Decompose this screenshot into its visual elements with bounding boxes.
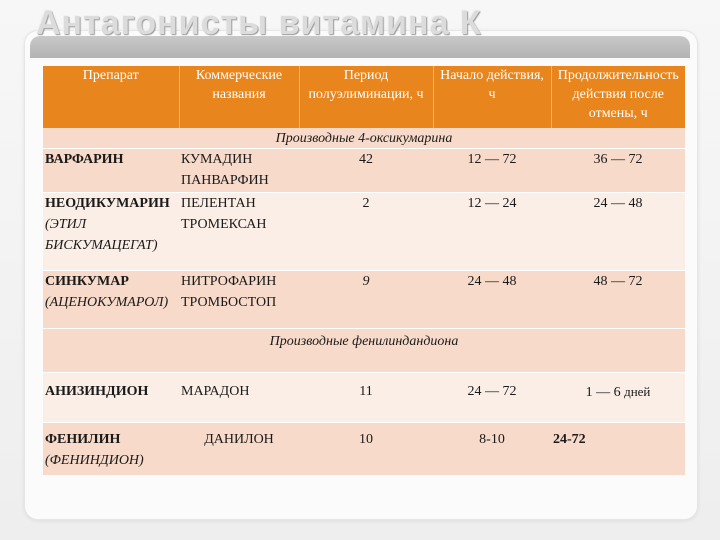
trade-name: МАРАДОН [181,384,250,399]
trade-name: ТРОМБОСТОП [181,295,277,310]
halflife-cell: 42 [299,149,433,193]
drug-name: ФЕНИЛИН [45,432,121,447]
names-cell [179,373,299,423]
drug-name: СИНКУМАР [45,274,129,289]
section-row-indandione [43,329,685,373]
duration-cell: 36 — 72 [551,149,685,193]
slide-title: Антагонисты витамина К [36,4,482,42]
drug-alt-name: (ЭТИЛ БИСКУМАЦЕГАТ) [45,217,158,253]
section-label-indandione: Производные фенилиндандиона [43,329,685,373]
table-row [43,149,685,193]
onset-cell: 12 — 24 [433,193,551,271]
trade-name: ТРОМЕКСАН [181,217,267,232]
onset-cell: 24 — 48 [433,271,551,329]
duration-cell [551,373,685,423]
header-halflife: Период полуэлиминации, ч [299,66,433,128]
section-row-coumarin [43,128,685,149]
onset-cell: 24 — 72 [433,373,551,423]
table-row [43,423,685,475]
onset-cell: 8-10 [433,423,551,475]
header-onset: Начало действия, ч [433,66,551,128]
header-drug: Препарат [43,66,179,128]
halflife-cell: 2 [299,193,433,271]
halflife-cell: 9 [299,271,433,329]
drug-name: ВАРФАРИН [45,152,124,167]
header-duration: Продолжительность действия после отмены, ч [551,66,685,128]
halflife-cell: 11 [299,373,433,423]
section-label-coumarin: Производные 4-оксикумарина [275,131,453,146]
table-row [43,193,685,271]
drug-alt-name: (АЦЕНОКУМАРОЛ) [45,295,169,310]
drug-cell [43,373,179,423]
drug-cell [43,423,179,475]
duration-unit: дней [624,384,651,399]
drug-name: АНИЗИНДИОН [45,384,149,399]
anticoagulant-table [43,66,685,475]
duration-cell: 24 — 48 [551,193,685,271]
header-names: Коммерческие названия [179,66,299,128]
drug-alt-name: (ФЕНИНДИОН) [45,453,144,468]
duration-cell: 24-72 [551,423,685,475]
drug-cell [43,149,179,193]
names-cell [179,423,299,475]
names-cell [179,149,299,193]
trade-name: ПЕЛЕНТАН [181,196,256,211]
names-cell [179,271,299,329]
drug-cell [43,193,179,271]
trade-name: ДАНИЛОН [204,432,274,447]
trade-name: КУМАДИН [181,152,253,167]
trade-name: ПАНВАРФИН [181,173,269,188]
table-header-row [43,66,685,128]
table-row [43,271,685,329]
names-cell [179,193,299,271]
duration-cell: 48 — 72 [551,271,685,329]
halflife-cell: 10 [299,423,433,475]
duration-value: 1 — 6 [585,385,621,400]
drug-cell [43,271,179,329]
drug-name: НЕОДИКУМАРИН [45,196,170,211]
trade-name: НИТРОФАРИН [181,274,277,289]
onset-cell: 12 — 72 [433,149,551,193]
table-row [43,373,685,423]
